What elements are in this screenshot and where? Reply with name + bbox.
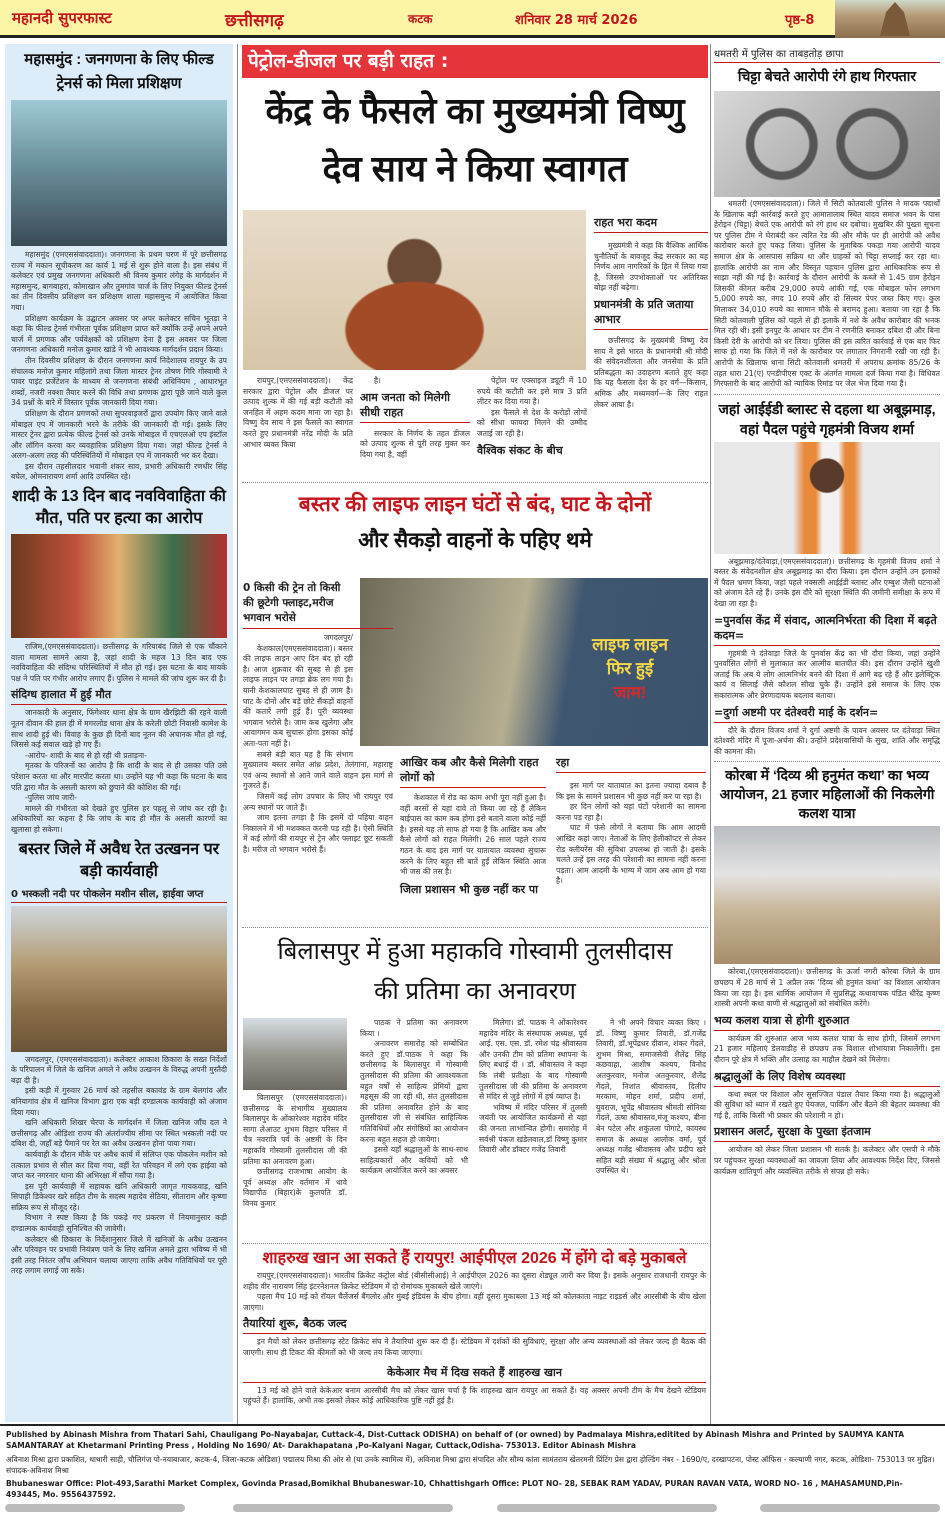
- date: शनिवार 28 मार्च 2026: [515, 13, 638, 28]
- ipl-headline: शाहरुख खान आ सकते हैं रायपुर! आईपीएल 2026 में होंगे दो बड़े मुकाबले: [262, 1250, 687, 1267]
- para: प्रशिक्षण कार्यक्रम के उद्घाटन अवसर पर अपर कलेक्टर सचिन भूतड़ा ने कहा कि फील्ड ट्रेनर्स गंभीरता पूर्वक प्रशिक्षण प्राप्त करें क्योंकि उन्हें अपने अपने चार्ज में प्रगणक और पर्यवेक्षकों को प्रशिक्षण देना है इस अवसर पर जिला जनगणना अधिकारी मनोज कुमार खांडे ने भी आवश्यक मार्गदर्शन प्रदान किया।: [11, 313, 227, 355]
- bilaspur-headline: [242, 932, 708, 1012]
- para: पहला मैच 10 मई को रॉयल चैलेंजर्स बैंगलोर और मुंबई इंडियंस के बीच होगा। वहीं दूसरा मुकाबला 13 मई को कोलकाता नाइट राइडर्स और आरसीबी के बीच खेला जाएगा।: [243, 1292, 706, 1312]
- bilaspur-headline-line1: बिलासपुर में हुआ महाकवि गोस्वामी तुलसीदास: [277, 938, 673, 965]
- bilaspur-col-2: [360, 1018, 468, 1177]
- subhead-when-relief: आखिर कब और कैसे मिलेगी राहत लोगों को: [400, 755, 546, 788]
- pandal-photo: [714, 826, 940, 964]
- photo-text: फिर हुई: [606, 659, 654, 678]
- lead-headline-line2: देव साय ने किया स्वागत: [322, 148, 628, 189]
- para: कलेक्टर श्री छिकारा के निर्देशानुसार जिले में खनिजों के अवैध उत्खनन और परिवहन पर प्रभावी नियंत्रण पाने के लिए खनिज अमले द्वारा भविष्य में भी इसी तरह निरंतर जाँच अभियान चलाया जाएगा ताकि अवैध गतिविधियों पर पूरी तरह लगाम लगाई जा सके।: [11, 1234, 227, 1276]
- divider: [714, 394, 940, 395]
- para: अनावरण समारोह को सम्बोधित करते हुए डॉ.पाठक ने कहा कि छत्तीसगढ़ के बिलासपुर में गोस्वामी तुलसीदास की प्रतिमा की आवश्यकता बहुत वर्षों से साहित्य प्रेमियों द्वारा महसूस की जा रही थी, संत तुलसीदास की प्रतिमा अनावरित होने के बाद तुलसीदास जी से संबंधित साहित्यिक गतिविधियों और संगोष्ठियों का आयोजन करना बहुत सहज हो जायेगा।: [360, 1039, 468, 1144]
- subhead-preparations: तैयारियां शुरू, बैठक जल्द: [243, 1316, 706, 1334]
- bastar-col-3: [556, 752, 706, 887]
- bastar-col-2: [400, 752, 546, 897]
- divider: [242, 927, 708, 928]
- dhamtari-kicker: धमतरी में पुलिस का ताबड़तोड़ छापा: [714, 46, 940, 63]
- sand-mining-body: [11, 1055, 227, 1277]
- bilaspur-col-4: [596, 1018, 706, 1177]
- para: 13 मई को होने वाले केकेआर बनाम आरसीबी मैच को लेकर खास चर्चा है कि शाहरुख खान रायपुर आ सकते हैं। वह अक्सर अपनी टीम के मैच देखने स्टेडियम पहुंचते हैं। हालांकि, अभी तक इसको लेकर कोई आधिकारिक पुष्टि नहीं हुई है।: [243, 1385, 706, 1406]
- para: बिलासपुर (एमएससंवाददाता)। छत्तीसगढ़ के संभागीय मुख्यालय बिलासपुर के ओंकारेश्वर महादेव मंदिर सागा लेआउट शुभम विहार परिसर में चैत्र नवरात्रि पर्व के अष्टमी के दिन महाकवि गोस्वामी तुलसीदास जी की प्रतिमा का अनावरण हुआ।: [243, 1093, 347, 1166]
- para: जिसमें कई लोग उपचार के लिए भी रायपुर एवं अन्य स्थानों पर जाते हैं।: [243, 791, 393, 812]
- para: सरकार के निर्णय के तहत डीजल को उत्पाद शुल्क से पूरी तरह मुक्त कर दिया गया है, वहीं: [360, 428, 470, 459]
- bastar-headline-line1: बस्तर की लाइफ लाइन घंटों से बंद, घाट के दोनों: [298, 493, 652, 516]
- handcuffs-photo: [714, 91, 940, 197]
- para: जानकारी के अनुसार, फिंगेश्वर थाना क्षेत्र के ग्राम खैरझिटी की रहने वाली नूतन दीवान की हाल ही में मगरलोड थाना क्षेत्र के करेली छोटी निवासी कामेश के साथ शादी हुई थी। विवाह के कुछ ही दिनों बाद नूतन की अचानक मौत हो गई, जिससे कई सवाल खड़े हो गए हैं।: [11, 708, 227, 750]
- para: है।: [374, 376, 381, 385]
- para: कार्यवाही के दौरान मौके पर अवैध कार्य में संलिप्त एक पोकलेन मशीन को तत्काल प्रभाव से सील कर दिया गया, वहीं रेत परिवहन में लगे एक हाईवा को जप्त कर नगरनार थाना की अभिरक्षा में सौंपा गया है।: [11, 1149, 227, 1181]
- kicker-sand-mining: 0 भस्कली नदी पर पोकलेन मशीन सील, हाईवा जप्त: [11, 886, 227, 903]
- bilaspur-col-3: [479, 1018, 587, 1156]
- subhead-global-crisis: वैश्विक संकट के बीच: [477, 443, 563, 457]
- divider: [242, 482, 708, 483]
- temple-photo: [835, 0, 945, 38]
- registration-strip: [760, 1504, 940, 1512]
- training-photo: [11, 100, 227, 246]
- bilaspur-headline-line2: की प्रतिमा का अनावरण: [374, 978, 576, 1005]
- para: रायपुर,(एमएससंवाददाता)। भारतीय क्रिकेट कंट्रोल बोर्ड (बीसीसीआई) ने आईपीएल 2026 का दूसरा शेड्यूल जारी कर दिया है। इसके अनुसार राजधानी रायपुर के शहीद वीर नारायण सिंह इंटरनेशनल क्रिकेट स्टेडियम में दो रोमांचक मुकाबले खेले जाएंगे।: [243, 1271, 706, 1291]
- para: राजिम,(एमएससंवाददाता)। छत्तीसगढ़ के गरियाबंद जिले से एक चौंकाने वाला मामला सामने आया है, जहां शादी के महज 13 दिन बाद एक नवविवाहिता की संदिग्ध परिस्थितियों में मौत हो गई। इस घटना के बाद मायके पक्ष ने पति पर गंभीर आरोप लगाए हैं। पुलिस ने मामले की जांच शुरू कर दी है।: [11, 642, 227, 683]
- para: पेट्रोल पर एक्साइज ड्यूटी में 10 रुपये की कटौती कर इसे मात्र 3 प्रति लीटर कर दिया गया है।: [477, 376, 587, 407]
- para: प्रशिक्षण के दौरान प्रगणकों तथा सुपरवाइजरों द्वारा उपयोग किए जाने वाले मोबाइल एप में जानकारी भरने के तरीके की जानकारी दी गई। इसके लिए मास्टर ट्रेनर द्वारा प्रत्येक फील्ड ट्रेनर्स को उनके मोबाइल में एचएलओ एप इंस्टॉल और लॉगिन करवा कर व्यवहारिक प्रशिक्षण दिया गया। जहां फील्ड ट्रेनर्स ने अलग-अलग तरह की परिस्थितियों में मोबाइल एप में जानकारी भर कर देखा।: [11, 408, 227, 461]
- para: जाम इतना तगड़ा है कि इसमें दो पहिया वाहन निकालने में भी मशक्कत करनी पड़ रही है। ऐसी स्थिति में कई लोगों की रायपुर से ट्रेन और फ्लाइट छूट सकती है। मरीज तो भगवान भरोसे हैं।: [243, 813, 393, 854]
- office-address: Bhubaneswar Office: Plot-493,Sarathi Market Complex, Govinda Prasad,Bomikhal Bhubaneswar-10, Chhattishgarh Office: PLOT NO- 28, SEBAK RAM YADAV, PURAN RAVAN VATA, WORD NO- 16 , MAHASAMUND,Pin- 493445, Mo. 9556437592.: [6, 1479, 903, 1499]
- para: इस पूरी कार्यवाही में सहायक खनि अधिकारी जागृत गायकवाड़, खनि सिपाही डिकेश्वर खरे सहित टीम के सदस्य महादेव सेठिया, सीताराम और कृष्णा सक्रिय रूप से मौजूद रहे।: [11, 1181, 227, 1212]
- subhead-suspicious: संदिग्ध हालात में हुई मौत: [11, 687, 227, 705]
- bastar-kicker: 0 किसी की ट्रेन तो किसी की छूटेगी फ्लाइट,मरीज भगवान भरोसे: [243, 581, 393, 629]
- para: धमतरी (एमएससंवाददाता)। जिले में सिटी कोतवाली पुलिस ने मादक पदार्थों के खिलाफ बड़ी कार्रवाई करते हुए आमातालाब स्थित यादव समाज भवन के पास हेरोइन (चिट्टा) बेचते एक आरोपी को रंगे हाथ धर दबोचा। मुखबिर की पुख्ता सूचना पर पुलिस टीम ने घेराबंदी कर त्वरित रेड की और मौके पर ही आरोपी को अवैध कारोबार करते हुए पकड़ लिया। पुलिस के मुताबिक पकड़ा गया आरोपी यादव समाज क्षेत्र के आसपास सक्रिय था और ग्राहकों को चिट्टा सप्लाई कर रहा था। हालांकि आरोपी का नाम और विस्तृत पहचान पुलिस द्वारा आधिकारिक रूप से साझा नहीं की गई है। कार्रवाई के दौरान आरोपी के कब्जे से 1.45 ग्राम हेरोइन जिसकी कीमत करीब 29,000 रुपये आंकी गई, एक मोबाइल फोन लगभग 5,000 रुपये का, नगद 10 रुपये और दो सिल्वर पेपर जब्त किए गए। कुल मिलाकर 34,010 रुपये का सामान मौके से बरामद हुआ। बताया जा रहा है कि सिटी कोतवाली पुलिस को पहले से ही इलाके में नशे के अवैध कारोबार की भनक मिल रही थी। इसी इनपुट के आधार पर टीम ने रणनीति बनाकर दबिश दी और बिना किसी देरी के आरोपी को धर लिया। पुलिस की इस त्वरित कार्रवाई से एक बार फिर साफ हो गया कि जिले में नशे के कारोबार पर लगातार निगरानी रखी जा रही है। आरोपी के खिलाफ थाना सिटी कोतवाली धमतरी में अपराध क्रमांक 85/26 के तहत धारा 21(ए) एनडीपीएस एक्ट के अंतर्गत मामला दर्ज किया गया है। विधिवत गिरफ्तारी के बाद आरोपी को न्यायिक रिमांड पर जेल भेज दिया गया है।: [714, 199, 940, 389]
- para: विभाग ने स्पष्ट किया है कि पकड़े गए प्रकरण में नियमानुसार कड़ी दण्डात्मक कार्यवाही सुनिश्चित की जावेगी।: [11, 1213, 227, 1234]
- cm-photo: [243, 210, 586, 370]
- para: इससे यहाँ श्रद्धालुओं के साथ-साथ साहित्यकारों और कवियों को भी कार्यक्रम आयोजित करने का अवसर: [360, 1145, 468, 1176]
- subhead-admin: जिला प्रशासन भी कुछ नहीं कर पा: [400, 882, 539, 896]
- para: हर दिन लोगों को यहां घंटों परेशानी का सामना करना पड़ रहा है।: [556, 802, 706, 822]
- jcb-photo: [11, 906, 227, 1052]
- subhead-durga: =दुर्गा अष्टमी पर दंतेश्वरी माई के दर्शन=: [714, 705, 940, 723]
- lead-headline-line1: केंद्र के फैसले का मुख्यमंत्री विष्णु: [265, 90, 685, 131]
- registration-strip: [233, 1504, 453, 1512]
- tulsidas-statue-photo: [243, 1018, 347, 1090]
- subhead-shahrukh: केकेआर मैच में दिख सकते हैं शाहरुख खान: [243, 1365, 706, 1383]
- imprint-english: Published by Abinash Mishra from Thatari Sahi, Chauligang Po-Nayabajar, Cuttack-4, Dist-Cuttack ODISHA) on behalf of (or owned) by Padmalaya Mishra,editited by Abinash Mishra and Printed by SAUMYA KANTA SAMANTARAY at Khetarmani Printing Press , Holding No 1690/ At- Darakhapatana ,Po-Kalyani Nagar, Cuttack,Odisha- 753013. Editor Abinash Mishra: [6, 1430, 905, 1450]
- photo-caption: [560, 633, 700, 705]
- subhead-relief: राहत भरा कदम: [594, 215, 708, 233]
- para: केशकाल में रोड का काम अभी पूरा नहीं हुआ है। वहीं बरसों से यहां दावे तो किया जा रहे हैं लेकिन बाईपास का काम कब होगा इसे बताने वाला कोई नहीं है। इससे यह तो साफ हो गया है कि आखिर कब और कैसे लोगों को राहत मिलेगी। 26 साल पहले राज्य गठन के बाद इस मार्ग पर यातायात व्यवस्था सुचारू करने के लिए बहुत सी बातें हुईं लेकिन स्थिति आज भी जस की तस है।: [400, 793, 546, 877]
- subhead-security: प्रशासन अलर्ट, सुरक्षा के पुख्ता इंतजाम: [714, 1124, 940, 1142]
- para: छत्तीसगढ़ के मुख्यमंत्री विष्णु देव साय ने इसे भारत के प्रधानमंत्री श्री मोदी की संवेदनशीलता और जनसेवा के प्रति प्रतिबद्धता का उदाहरण बताते हुए कहा कि यह फैसला देश के हर वर्ग—किसान, श्रमिक और मध्यमवर्ग—के लिए राहत लेकर आया है।: [594, 335, 708, 409]
- para: कोरबा,(एमएससंवाददाता)। छत्तीसगढ़ के ऊर्जा नगरी कोरबा जिले के ग्राम छपछप में 28 मार्च से 1 अप्रैल तक ‘दिव्य श्री हनुमंत कथा’ का विशाल आयोजन किया जा रहा है। इस धार्मिक आयोजन में सुप्रसिद्ध कथावाचक पंडित धीरेंद्र कृष्ण शास्त्री अपनी कथा वाणी से श्रद्धालुओं को संबोधित करेंगे।: [714, 967, 940, 1009]
- city: कटक: [408, 12, 433, 26]
- newlywed-body: [11, 642, 227, 684]
- banner-text: पेट्रोल-डीजल पर बड़ी राहत :: [248, 50, 449, 72]
- abujhmad-headline: जहां आईईडी ब्लास्ट से दहला था अबूझमाड़, वहां पैदल पहुंचे गृहमंत्री विजय शर्मा: [718, 400, 936, 437]
- subhead-gratitude: प्रधानमंत्री के प्रति जताया आभार: [594, 297, 708, 330]
- bastar-col-3-body: [556, 781, 706, 887]
- para: इसी कड़ी में गुरुवार 26 मार्च को तहसील बकावंड के ग्राम बेलगांव और बनियागांव क्षेत्र में खनिज विभाग द्वारा एक बड़ी दण्डात्मक कार्यवाही को अंजाम दिया गया।: [11, 1086, 227, 1117]
- subhead-rehab: =पुनर्वास केंद्र में संवाद, आत्मनिर्भरता की दिशा में बढ़ते कदम=: [714, 613, 940, 646]
- page-number: पृष्ठ-8: [785, 13, 815, 28]
- print-registration-bar: [5, 1504, 940, 1512]
- para: इस फैसले से देश के करोड़ों लोगों को सीधा फायदा मिलने की उम्मीद जताई जा रही है।: [477, 407, 587, 438]
- para: कथा स्थल पर विशाल और सुसज्जित पंडाल तैयार किया गया है। श्रद्धालुओं की सुविधा को ध्यान में रखते हुए पेयजल, पार्किंग और बैठने की बेहतर व्यवस्था की गई है, ताकि किसी भी प्रकार की परेशानी न हो।: [714, 1089, 940, 1120]
- para: ने भी अपने विचार व्यक्त किए । डॉ. विष्णु कुमार तिवारी, डॉ.गजेंद्र तिवारी, डॉ.भूपेंद्रधर दीवान, शंकर गेंदले, शुभम मिश्रा, समाजसेवी शैलेंद्र सिंह कछवाहा, आशीष कश्यप, विनोद अतकुरवार, मनोज अतकुरवार, शैलेंद्र गेंदले, निशांत श्रीवास्तव, दिलीप मरकाम, मोहन शर्मा, प्रदीप शर्मा, युवराज, भूपेंद्र श्रीवास्तव श्रीमती सोनिया गेंदले, ऊषा श्रीवास्तव,मंजू कश्यप, बीना बेन पटेल और शकुंतला पोगाटे, कायस्थ समाज के अध्यक्ष आलोक वर्मा, पूर्व अध्यक्ष गजेंद्र श्रीवास्तव और प्रदीप खरे सहित बड़ी संख्या में श्रद्धालु और श्रोता उपस्थित थे।: [596, 1018, 706, 1176]
- ipl-story: [243, 1247, 706, 1407]
- para: दौरे के दौरान विजय शर्मा ने दुर्गा अष्टमी के पावन अवसर पर दंतेवाड़ा स्थित दंतेश्वरी मंदिर में पूजा-अर्चना की। उन्होंने प्रदेशवासियों के सुख, शांति और समृद्धि की कामना की।: [714, 725, 940, 756]
- para: पाठक ने प्रतिमा का अनावरण किया ।: [360, 1018, 468, 1038]
- registration-strip: [5, 1504, 185, 1512]
- photo-spacer: [353, 578, 393, 750]
- para: महासमुंद (एमएससंवाददाता)। जनगणना के प्रथम चरण में पूरे छत्तीसगढ़ राज्य में मकान सूचीकरण का कार्य 1 मई से शुरू होने वाला है। इस संबंध में कलेक्टर एवं प्रमुख जनगणना अधिकारी श्री विनय कुमार लंगेह के मार्गदर्शन में महासमुन्द, बागबाहरा, कोमाखान और तुमगांव चार्ज के लिए नियुक्त फील्ड ट्रेनर्स का तीन दिवसीय प्रशिक्षण वन प्रशिक्षण शाला महासमुन्द में आयोजित किया गया।: [11, 250, 227, 312]
- para: मुख्यमंत्री ने कहा कि वैश्विक आर्थिक चुनौतियों के बावजूद केंद्र सरकार का यह निर्णय आम नागरिकों के हित में लिया गया है, जिससे उपभोक्ताओं पर अतिरिक्त बोझ नहीं बढ़ेगा।: [594, 241, 708, 293]
- photo-text: जाम!: [613, 683, 647, 702]
- para: रायपुर,(एमएससंवाददाता)। केंद्र सरकार द्वारा पेट्रोल और डीजल पर उत्पाद शुल्क में की गई बड़ी कटौती को जनहित में अहम कदम माना जा रहा है। विष्णु देव साय ने इस फैसले का स्वागत करते हुए प्रधानमंत्री नरेंद्र मोदी के प्रति आभार व्यक्त किया: [243, 376, 353, 449]
- para: मिलेगा। डॉ. पाठक ने ओंकारेश्वर महादेव मंदिर के संस्थापक अध्यक्ष, पूर्व आई. एस. एस. डॉ. रमेश चंद्र श्रीवास्तव और उनकी टीम को प्रतिमा स्थापना के लिए बधाई दी । डॉ. श्रीवास्तव ने कहा कि लंबी प्रतीक्षा के बाद गोस्वामी तुलसीदास जी की प्रतिमा के अनावरण से मंदिर से जुड़े लोगों में हर्ष व्याप्त है।: [479, 1018, 587, 1102]
- registration-strip: [497, 1504, 717, 1512]
- para: जगदलपुर, (एमएससंवाददाता)। कलेक्टर आकाश छिकारा के सख्त निर्देशों के परिपालन में जिले के खनिज अमले ने अवैध उत्खनन के विरुद्ध अपनी मुस्तैदी बढ़ा दी है।: [11, 1054, 227, 1085]
- headline-sand-mining: बस्तर जिले में अवैध रेत उत्खनन पर बड़ी कार्यवाही: [18, 840, 220, 880]
- para: इस मार्ग पर यातायात का इतना ज्यादा दबाव है कि इस के सामने प्रशासन भी कुछ नहीं कर पा रहा है।: [556, 781, 706, 801]
- lead-headline: [242, 82, 708, 198]
- photo-text: लाइफ लाइन: [592, 635, 668, 654]
- subhead-devotees: श्रद्धालुओं के लिए विशेष व्यवस्था: [714, 1069, 940, 1087]
- para: अबूझमाड़/दंतेवाड़ा,(एमएससंवाददाता)। छत्तीसगढ़ के गृहमंत्री विजय शर्मा ने बस्तर के संवेदनशील क्षेत्र अबूझमाड़ का दौरा किया। इस दौरान उन्होंने उन इलाकों में पैदल भ्रमण किया, जहां पहले नक्सली आईईडी ब्लास्ट और एम्बुश जैसी घटनाओं को अंजाम देते रहे हैं। उनके इस दौरे को सुरक्षा स्थिति की जमीनी समीक्षा के रूप में देखा जा रहा है।: [714, 556, 940, 609]
- para: तीन दिवसीय प्रशिक्षण के दौरान जनगणना कार्य निदेशालय रायपुर के उप संचालक मनोज कुमार महिलांगे तथा जिला मास्टर ट्रेनर तोषण गिरि गोस्वामी ने पावर पाइंट प्रजेंटेशन के माध्यम से जनगणना संबंधी अधिनियम , आधारभूत शब्दों, नजरी नक्शा तैयार करने की विधि तथा प्रगणक द्वारा पूछे जाने वाले कुल 34 प्रश्नों के बारे में विस्तार पूर्वक जानकारी दिया गया।: [11, 355, 227, 408]
- dhamtari-headline: चिट्टा बेचते आरोपी रंगे हाथ गिरफ्तार: [737, 68, 917, 84]
- subhead-kalash: भव्य कलश यात्रा से होगी शुरुआत: [714, 1013, 940, 1031]
- bilaspur-col-1: [243, 1093, 347, 1210]
- bastar-col-1: [243, 578, 393, 855]
- left-column: [5, 44, 233, 1422]
- couple-photo: [11, 534, 227, 638]
- para: घाट में फंसे लोगों ने बताया कि आम आदमी आखिर कहां जाए। नेताओं के लिए हेलीकॉप्टर से लेकर रोड क्लीयरेंस की सुविधा उपलब्ध हो जाती है। इसके चलते उन्हें इस तरह की परेशानी का सामना नहीं करना पड़ता। आम आदमी के भाग्य में जाम अब आम हो गया है।: [556, 823, 706, 886]
- traffic-jam-photo: [360, 578, 708, 746]
- lead-col-3: [477, 376, 587, 458]
- column-rule: [710, 44, 711, 1424]
- para: -आरोप- शादी के बाद से हो रही थी प्रताड़ना-: [25, 750, 147, 760]
- divider: [242, 1243, 708, 1244]
- para: सबसे बड़ी बात यह है कि संभाग मुख्यालय बस्तर समेत आंध्र प्रदेश, तेलंगाना, महाराष्ट्र एवं अन्य स्थानों से आने जाने वाले वाहन इस मार्ग से गुजरते हैं।: [243, 749, 393, 791]
- para: आयोजन को लेकर जिला प्रशासन भी सतर्क है। कलेक्टर और एसपी ने मौके पर पहुंचकर सुरक्षा व्यवस्थाओं का जायजा लिया और आवश्यक निर्देश दिए, जिससे कार्यक्रम शांतिपूर्ण और व्यवस्थित तरीके से संपन्न हो सके।: [714, 1145, 940, 1176]
- column-rule: [237, 44, 238, 1424]
- para: इन मैचों को लेकर छत्तीसगढ़ स्टेट क्रिकेट संघ ने तैयारियां शुरू कर दी हैं। स्टेडियम में दर्शकों की सुविधाएं, सुरक्षा और अन्य व्यवस्थाओं को लेकर जल्द ही बैठक की जाएगी। साथ ही टिकट की कीमतों को भी जल्द तय किया जाएगा।: [243, 1337, 706, 1357]
- imprint-hindi: अविनाश मिश्रा द्वारा प्रकाशित, थाथारी साही, चौलिगंज पो-नयाबाजार, कटक-4, जिला-कटक ओडिशा) पद्मालय मिश्रा की ओर से (या उनके स्वामित्व में), अविनाश मिश्रा द्वारा संपादित और सौम्य कांता सामंतराय खेतरमनी प्रिंटिंग प्रेस द्वारा होल्डिंग नंबर - 1690/ए, दरखापटना, पोस्ट ऑफिस - कल्याणी नगर, कटक, ओडिशा- 753013 पर मुद्रित। संपादक-अविनाश मिश्रा: [6, 1455, 935, 1475]
- paper-name: महानदी सुपरफास्ट: [12, 9, 112, 27]
- lead-banner: [242, 45, 708, 78]
- para: कार्यक्रम की शुरुआत आज भव्य कलश यात्रा के साथ होगी, जिसमें लगभग 21 हजार महिलाएं डेलवाडीह से छपछप तक विशाल शोभायात्रा निकालेंगी। इस दौरान पूरे क्षेत्र में भक्ति और उत्साह का माहौल देखने को मिलेगा।: [714, 1033, 940, 1064]
- para: खनि अधिकारी शिखर चेरपा के मार्गदर्शन में जिला खनिज जाँच दल ने छत्तीसगढ़ और ओड़िशा राज्य की अंतर्राज्यीय सीमा पर स्थित भस्कली नदी पर दबिश दी, जहाँ बड़े पैमाने पर रेत का अवैध उत्खनन होना पाया गया।: [11, 1118, 227, 1149]
- para: मृतका के परिजनों का आरोप है कि शादी के बाद से ही उसका पति उसे परेशान करता था और मारपीट करता था। उन्होंने यह भी कहा कि घटना के बाद पति द्वारा मौत के असली कारण को छुपाने की कोशिश की गई।: [11, 761, 227, 792]
- para: केशकाल(एमएससंवाददाता)। बस्तर की लाइफ लाइन आए दिन बंद हो रही है। आज शुक्रवार की सुबह से ही इस लाइफ लाइन पर तगड़ा ब्रेक लग गया है। यानी केशकालघाट सुबह से ही जाम है। घाट के दोनों और बड़े छोटे सैंकड़ों वाहनों की कतारें लगी हुई हैं। पूरी व्यवस्था भगवान भरोसे है। जाम कब खुलेगा और आवागमन कब सुचारू होगा इसका कोई अता-पता नहीं है।: [243, 643, 353, 748]
- bastar-headline-line2: और सैकड़ो वाहनों के पहिए थमे: [358, 529, 592, 552]
- divider: [714, 761, 940, 762]
- lead-col-2: [360, 376, 470, 460]
- right-column: [714, 46, 940, 1177]
- masthead: [0, 0, 945, 38]
- korba-headline: कोरबा में ‘दिव्य श्री हनुमंत कथा’ का भव्य आयोजन, 21 हजार महिलाओं की निकलेगी कलश यात्रा: [719, 767, 935, 822]
- para: इस दौरान तहसीलदार भवानी शंकर साव, प्रभारी अधिकारी रणधीर सिंह बघेल, ओमनारायण शर्मा आदि उपस्थित रहे।: [11, 461, 227, 482]
- lead-sidebar: [594, 212, 708, 410]
- headline-newlywed: शादी के 13 दिन बाद नवविवाहिता की मौत, पति पर हत्या का आरोप: [12, 488, 226, 528]
- para: भविष्य में मंदिर परिसर में तुलसी जयंती पर आयोजित कार्यक्रमों से यहां की जनता लाभान्वित होगी। समारोह में सर्वश्री पंकज खंडेलवाल,डॉ विष्णु कुमार तिवारी और डॉक्टर गजेंद्र तिवारी: [479, 1102, 587, 1155]
- para: मामले की गंभीरता को देखते हुए पुलिस हर पहलू से जांच कर रही है। अधिकारियों का कहना है कि जांच के बाद ही मौत के असली कारणों का खुलासा हो सकेगा।: [11, 803, 227, 834]
- para: -पुलिस जांच जारी-: [25, 793, 77, 803]
- imprint: [0, 1424, 945, 1504]
- section-name: छत्तीसगढ़: [225, 11, 284, 31]
- lead-col-1: [243, 376, 353, 450]
- newlywed-body-2: [11, 708, 227, 835]
- subhead-admin-cont: रहा: [556, 755, 706, 773]
- mahasamund-body: [11, 250, 227, 483]
- para: छत्तीसगढ़ राजभाषा आयोग के पूर्व अध्यक्ष और वर्तमान में थावे विद्यापीठ (बिहार)के कुलपति डॉ. विनय कुमार: [243, 1167, 347, 1208]
- para: गृहमंत्री ने दंतेवाड़ा जिले के पुनर्वास केंद्र का भी दौरा किया, जहां उन्होंने पुनर्वासित लोगों से मुलाकात कर आत्मीय बातचीत की। इस दौरान उन्होंने खुशी जताई कि अब ये लोग आत्मनिर्भर बनने की दिशा में आगे बढ़ रहे हैं और इलेक्ट्रिक कार्य व सिलाई जैसे कौशल सीख चुके हैं। उन्होंने इसे समाज के लिए एक सकारात्मक और प्रेरणादायक बदलाव बताया।: [714, 648, 940, 701]
- vijay-sharma-photo: [714, 442, 940, 554]
- bastar-headline: [242, 487, 708, 559]
- subhead-public-relief: आम जनता को मिलेगी सीधी राहत: [360, 390, 470, 423]
- dateline: जगदलपुर/: [323, 633, 353, 642]
- headline-mahasamund: महासमुंद : जनगणना के लिए फील्ड ट्रेनर्स को मिला प्रशिक्षण: [24, 51, 214, 92]
